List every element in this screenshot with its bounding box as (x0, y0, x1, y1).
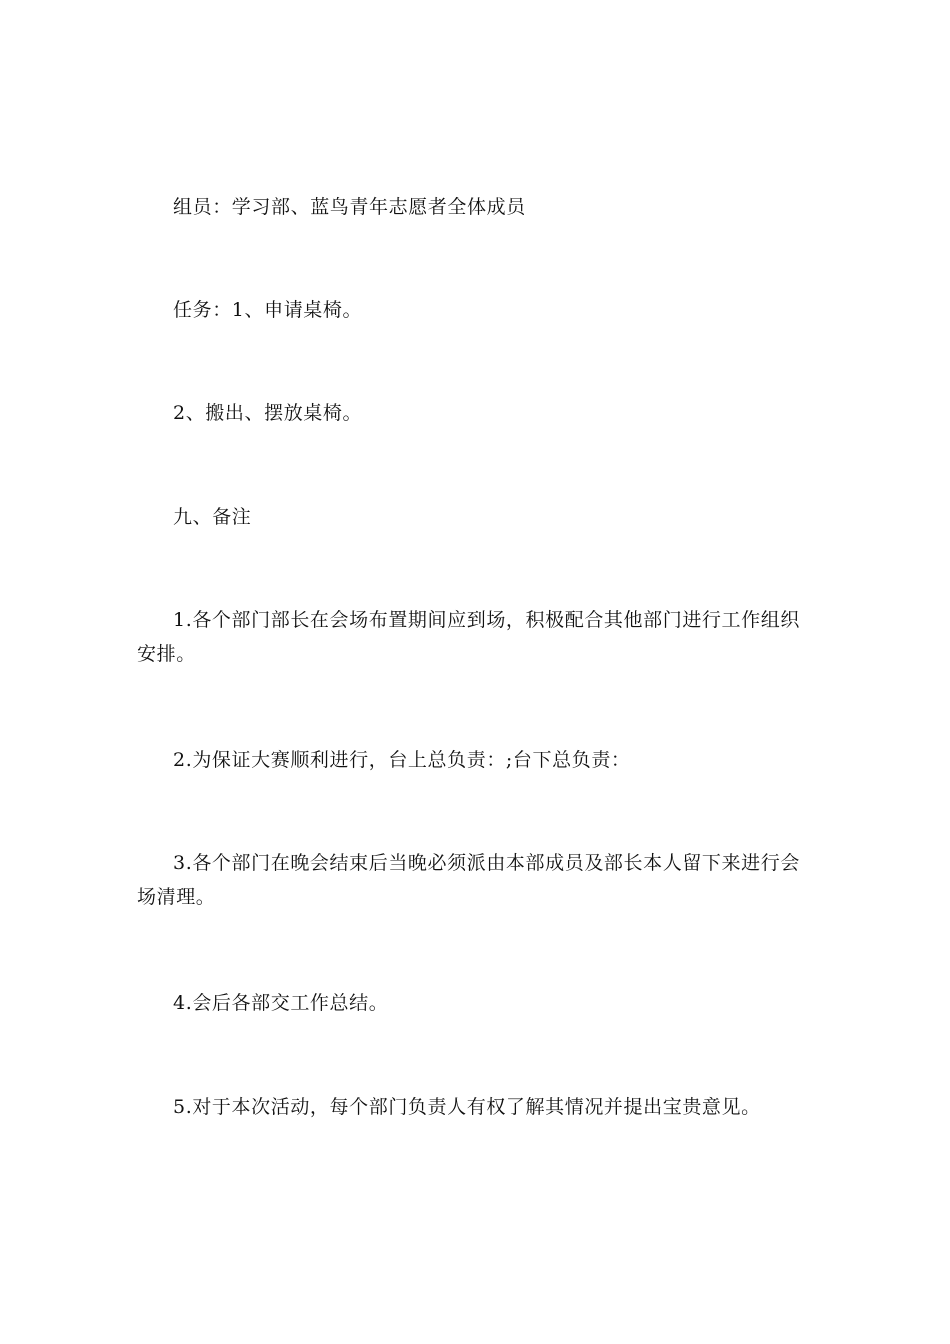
paragraph-members: 组员：学习部、蓝鸟青年志愿者全体成员 (173, 196, 526, 218)
paragraph-task-1: 任务：1、申请桌椅。 (173, 299, 363, 321)
note-item-2: 2.为保证大赛顺利进行，台上总负责：;台下总负责： (173, 749, 631, 771)
note-item-3: 3.各个部门在晚会结束后当晚必须派由本部成员及部长本人留下来进行会场清理。 (137, 852, 800, 908)
paragraph-task-2: 2、搬出、摆放桌椅。 (173, 402, 363, 424)
note-item-1: 1.各个部门部长在会场布置期间应到场，积极配合其他部门进行工作组织安排。 (137, 609, 800, 665)
note-item-4: 4.会后各部交工作总结。 (173, 992, 389, 1014)
section-heading-notes: 九、备注 (173, 506, 252, 528)
note-item-5: 5.对于本次活动，每个部门负责人有权了解其情况并提出宝贵意见。 (173, 1096, 761, 1118)
